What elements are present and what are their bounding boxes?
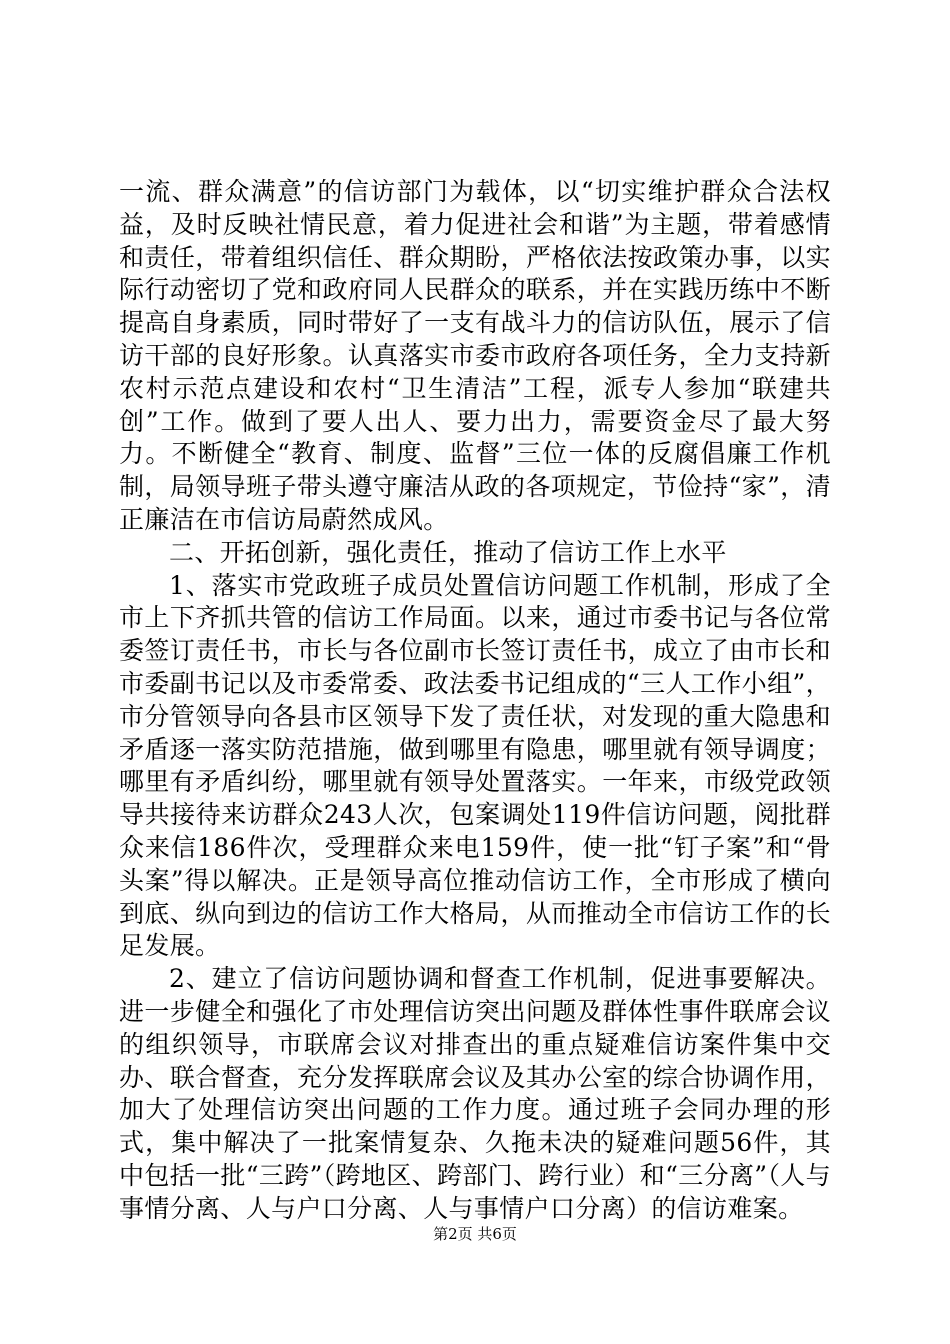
document-body	[119, 176, 831, 1226]
page-number-footer: 第2页 共6页	[433, 1225, 517, 1243]
paragraph-item-2: 2、建立了信访问题协调和督查工作机制，促进事要解决。进一步健全和强化了市处理信访突出问题及群体性事件联席会议的组织领导，市联席会议对排查出的重点疑难信访案件集中交办、联合督查，充分发挥联席会议及其办公室的综合协调作用，加大了处理信访突出问题的工作力度。通过班子会同办理的形式，集中解决了一批案情复杂、久拖未决的疑难问题56件，其中包括一批“三跨”（跨地区、跨部门、跨行业）和“三分离”（人与事情分离、人与户口分离、人与事情户口分离）的信访难案。	[119, 964, 831, 1223]
paragraph-item-1: 1、落实市党政班子成员处置信访问题工作机制，形成了全市上下齐抓共管的信访工作局面。以来，通过市委书记与各位常委签订责任书，市长与各位副市长签订责任书，成立了由市长和市委副书记以及市委常委、政法委书记组成的“三人工作小组”，市分管领导向各县市区领导下发了责任状，对发现的重大隐患和矛盾逐一落实防范措施，做到哪里有隐患，哪里就有领导调度；哪里有矛盾纠纷，哪里就有领导处置落实。一年来，市级党政领导共接待来访群众243人次，包案调处119件信访问题，阅批群众来信186件次，受理群众来电159件，使一批“钉子案”和“骨头案”得以解决。正是领导高位推动信访工作，全市形成了横向到底、纵向到边的信访工作大格局，从而推动全市信访工作的长足发展。	[119, 570, 831, 961]
paragraph-continuation: 一流、群众满意”的信访部门为载体，以“切实维护群众合法权益，及时反映社情民意，着力促进社会和谐”为主题，带着感情和责任，带着组织信任、群众期盼，严格依法按政策办事，以实际行动密切了党和政府同人民群众的联系，并在实践历练中不断提高自身素质，同时带好了一支有战斗力的信访队伍，展示了信访干部的良好形象。认真落实市委市政府各项任务，全力支持新农村示范点建设和农村“卫生清洁”工程，派专人参加“联建共创”工作。做到了要人出人、要力出力，需要资金尽了最大努力。不断健全“教育、制度、监督”三位一体的反腐倡廉工作机制，局领导班子带头遵守廉洁从政的各项规定，节俭持“家”，清正廉洁在市信访局蔚然成风。	[119, 177, 831, 534]
section-heading: 二、开拓创新，强化责任，推动了信访工作上水平	[169, 537, 727, 567]
